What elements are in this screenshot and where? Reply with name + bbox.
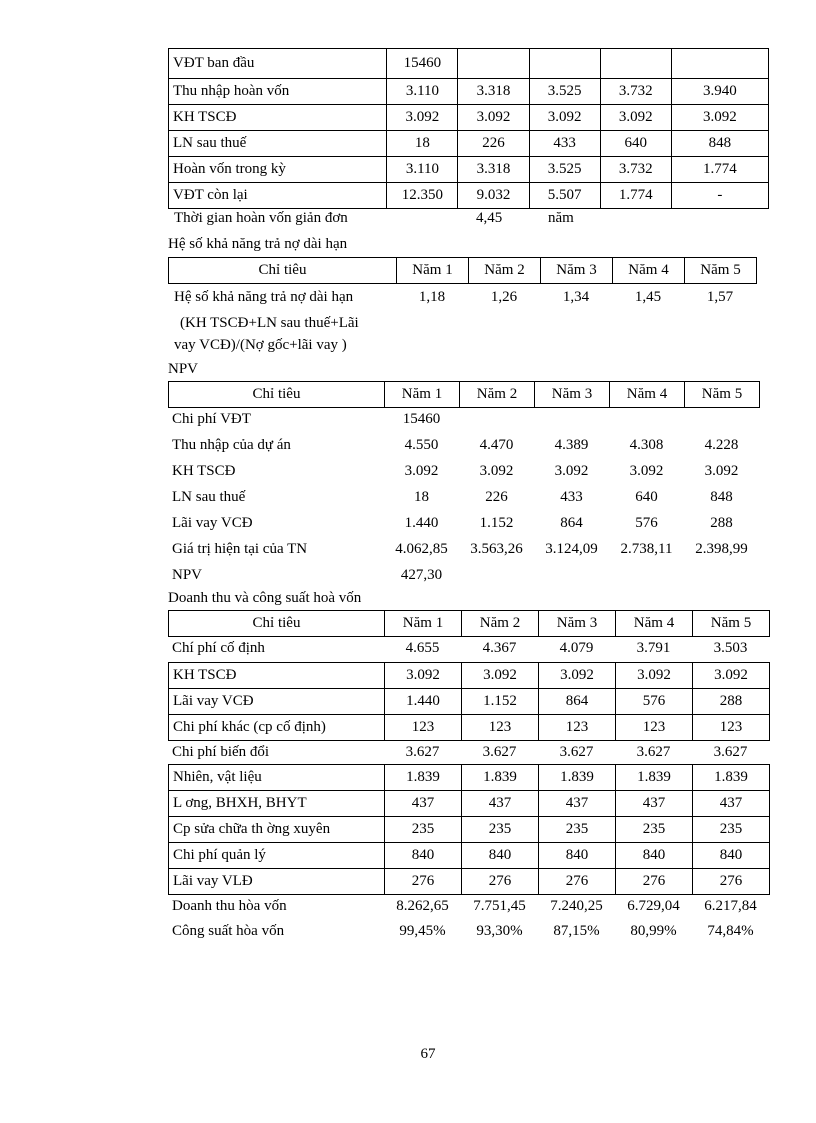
- cell: 1.152: [479, 514, 514, 531]
- cell: 123: [616, 715, 693, 741]
- row-label: L ơng, BHXH, BHYT: [169, 791, 385, 817]
- table-row: [168, 484, 759, 510]
- row-label: Chi phí biến đổi: [172, 744, 270, 760]
- section-title-debt-ratio: Hệ số khả năng trả nợ dài hạn: [168, 236, 348, 252]
- cell: 437: [616, 791, 693, 817]
- debt-ratio-value: 1,57: [706, 289, 734, 305]
- table-header-row: [169, 382, 760, 408]
- column-header: Năm 2: [460, 382, 535, 408]
- cell: 848: [671, 131, 768, 157]
- table-row: [168, 919, 769, 944]
- cell: 3.318: [458, 79, 529, 105]
- cell: 848: [710, 488, 733, 505]
- table-row: [168, 562, 759, 588]
- column-header: Năm 5: [685, 258, 757, 284]
- cell: [600, 49, 671, 79]
- table-row: [169, 765, 770, 791]
- cell: 276: [385, 869, 462, 895]
- cell: 427,30: [400, 566, 443, 583]
- cell: [609, 562, 684, 588]
- cell: 87,15%: [553, 923, 600, 939]
- cell: 3.563,26: [470, 540, 523, 557]
- row-label: KH TSCĐ: [172, 462, 236, 479]
- cell: [671, 49, 768, 79]
- row-label: VĐT ban đầu: [169, 49, 387, 79]
- cell: [458, 49, 529, 79]
- cell: 3.627: [636, 744, 671, 760]
- cell: [529, 49, 600, 79]
- cell: 3.732: [600, 79, 671, 105]
- payback-label: Thời gian hoàn vốn giản đơn: [174, 210, 348, 226]
- cell: 3.092: [629, 462, 664, 479]
- cell: 576: [616, 689, 693, 715]
- cell: 226: [458, 131, 529, 157]
- table-row: [169, 817, 770, 843]
- cell: 74,84%: [707, 923, 754, 939]
- cell: 864: [539, 689, 616, 715]
- table-row: [168, 536, 759, 562]
- cell: 123: [539, 715, 616, 741]
- cell: 3.940: [671, 79, 768, 105]
- column-header: Năm 3: [539, 611, 616, 637]
- cell: 3.092: [462, 663, 539, 689]
- table-row: [169, 183, 769, 209]
- table-row: [168, 406, 759, 432]
- cell: 840: [539, 843, 616, 869]
- cell: 3.110: [387, 157, 458, 183]
- table-row: [169, 843, 770, 869]
- row-label: NPV: [172, 566, 203, 583]
- cell: [459, 562, 534, 588]
- table-fixed-cost-items: [168, 662, 770, 741]
- row-label: Chi phí khác (cp cố định): [169, 715, 385, 741]
- column-header: Năm 2: [462, 611, 539, 637]
- cell: 3.627: [405, 744, 440, 760]
- cell: 15460: [387, 49, 458, 79]
- debt-ratio-value: 1,18: [418, 289, 446, 305]
- column-header: Chỉ tiêu: [169, 611, 385, 637]
- cell: 3.627: [713, 744, 748, 760]
- cell: 5.507: [529, 183, 600, 209]
- row-label: Chí phí cố định: [172, 640, 265, 656]
- cell: 3.092: [693, 663, 770, 689]
- cell: 15460: [402, 410, 441, 427]
- cell: 80,99%: [630, 923, 677, 939]
- column-header: Chỉ tiêu: [169, 258, 397, 284]
- table-row: [168, 636, 769, 661]
- column-header: Chỉ tiêu: [169, 382, 385, 408]
- cell: 4.470: [479, 436, 514, 453]
- cell: 3.092: [387, 105, 458, 131]
- cell: 276: [616, 869, 693, 895]
- cell: 1.774: [600, 183, 671, 209]
- cell: -: [671, 183, 768, 209]
- cell: 1.839: [462, 765, 539, 791]
- cell: 1.839: [616, 765, 693, 791]
- table-row: [168, 740, 769, 765]
- cell: [684, 406, 759, 432]
- payback-value: 4,45: [476, 210, 503, 226]
- row-label: KH TSCĐ: [169, 105, 387, 131]
- cell: 4.079: [559, 640, 594, 656]
- cell: 3.092: [529, 105, 600, 131]
- cell: 3.525: [529, 79, 600, 105]
- cell: 2.738,11: [620, 540, 673, 557]
- table-payback: [168, 48, 769, 209]
- cell: 8.262,65: [396, 898, 449, 914]
- cell: 3.791: [636, 640, 671, 656]
- debt-ratio-value: 1,34: [562, 289, 590, 305]
- cell: 3.092: [385, 663, 462, 689]
- cell: 99,45%: [399, 923, 446, 939]
- row-label: Lãi vay VCĐ: [169, 689, 385, 715]
- cell: 3.092: [671, 105, 768, 131]
- cell: 3.627: [482, 744, 517, 760]
- column-header: Năm 3: [535, 382, 610, 408]
- cell: 3.092: [616, 663, 693, 689]
- cell: [459, 406, 534, 432]
- cell: 3.732: [600, 157, 671, 183]
- cell: 18: [414, 488, 429, 505]
- row-label: Doanh thu hòa vốn: [172, 898, 287, 914]
- cell: 3.092: [458, 105, 529, 131]
- table-variable-cost-total: [168, 740, 769, 765]
- cell: 1.839: [385, 765, 462, 791]
- table-header-row: [169, 258, 757, 284]
- column-header: Năm 4: [616, 611, 693, 637]
- cell: 1.839: [693, 765, 770, 791]
- debt-ratio-formula: (KH TSCĐ+LN sau thuế+Lãi: [180, 315, 359, 331]
- cell: 276: [462, 869, 539, 895]
- cell: 840: [693, 843, 770, 869]
- table-row: [169, 715, 770, 741]
- cell: 235: [616, 817, 693, 843]
- row-label: Hoàn vốn trong kỳ: [169, 157, 387, 183]
- row-label: Lãi vay VCĐ: [172, 514, 253, 531]
- cell: 437: [539, 791, 616, 817]
- cell: 3.627: [559, 744, 594, 760]
- row-label: Thu nhập của dự án: [172, 436, 291, 453]
- cell: 276: [693, 869, 770, 895]
- cell: 3.092: [600, 105, 671, 131]
- cell: 3.092: [704, 462, 739, 479]
- table-row: [169, 49, 769, 79]
- cell: 3.318: [458, 157, 529, 183]
- cell: 433: [529, 131, 600, 157]
- cell: 226: [485, 488, 508, 505]
- debt-ratio-value: 1,26: [490, 289, 518, 305]
- row-label: Chi phí quản lý: [169, 843, 385, 869]
- table-row: [169, 105, 769, 131]
- table-row: [168, 432, 759, 458]
- row-label: LN sau thuế: [169, 131, 387, 157]
- column-header: Năm 4: [610, 382, 685, 408]
- table-row: [169, 869, 770, 895]
- cell: 1.440: [385, 689, 462, 715]
- cell: 123: [385, 715, 462, 741]
- row-label: LN sau thuế: [172, 488, 246, 505]
- row-label: Giá trị hiện tại của TN: [172, 540, 308, 557]
- column-header: Năm 5: [685, 382, 760, 408]
- table-debt-ratio-header: [168, 257, 757, 284]
- table-header-row: [169, 611, 770, 637]
- cell: 576: [635, 514, 658, 531]
- cell: 1.774: [671, 157, 768, 183]
- table-row: [168, 510, 759, 536]
- cell: 4.550: [404, 436, 439, 453]
- column-header: Năm 5: [693, 611, 770, 637]
- cell: [684, 562, 759, 588]
- row-label: KH TSCĐ: [169, 663, 385, 689]
- debt-ratio-label: Hệ số khả năng trả nợ dài hạn: [174, 289, 354, 305]
- cell: 4.228: [704, 436, 739, 453]
- cell: 437: [462, 791, 539, 817]
- section-title-breakeven: Doanh thu và công suất hoà vốn: [168, 590, 362, 606]
- cell: 840: [616, 843, 693, 869]
- cell: 7.751,45: [473, 898, 526, 914]
- table-variable-cost-items: [168, 764, 770, 895]
- column-header: Năm 1: [385, 611, 462, 637]
- cell: 3.092: [479, 462, 514, 479]
- row-label: Công suất hòa vốn: [172, 923, 285, 939]
- cell: 288: [693, 689, 770, 715]
- cell: 6.217,84: [704, 898, 757, 914]
- cell: 840: [385, 843, 462, 869]
- section-title-npv: NPV: [168, 361, 199, 377]
- table-row: [169, 157, 769, 183]
- debt-ratio-value: 1,45: [634, 289, 662, 305]
- cell: 2.398,99: [695, 540, 748, 557]
- table-npv-header: [168, 381, 760, 408]
- cell: 864: [560, 514, 583, 531]
- cell: 235: [462, 817, 539, 843]
- cell: 4.655: [405, 640, 440, 656]
- cell: 1.440: [404, 514, 439, 531]
- column-header: Năm 3: [541, 258, 613, 284]
- cell: [534, 406, 609, 432]
- cell: [534, 562, 609, 588]
- cell: 3.092: [554, 462, 589, 479]
- table-row: [169, 689, 770, 715]
- cell: 93,30%: [476, 923, 523, 939]
- row-label: Cp sửa chữa th ờng xuyên: [169, 817, 385, 843]
- table-breakeven-header: [168, 610, 770, 637]
- cell: 3.110: [387, 79, 458, 105]
- cell: 18: [387, 131, 458, 157]
- cell: 1.839: [539, 765, 616, 791]
- cell: 640: [600, 131, 671, 157]
- cell: 276: [539, 869, 616, 895]
- cell: 235: [539, 817, 616, 843]
- column-header: Năm 2: [469, 258, 541, 284]
- column-header: Năm 1: [397, 258, 469, 284]
- cell: 4.367: [482, 640, 517, 656]
- table-row: [169, 79, 769, 105]
- cell: 3.092: [539, 663, 616, 689]
- row-label: VĐT còn lại: [169, 183, 387, 209]
- row-label: Chi phí VĐT: [172, 410, 251, 427]
- row-label: Thu nhập hoàn vốn: [169, 79, 387, 105]
- cell: 7.240,25: [550, 898, 603, 914]
- table-row: [169, 663, 770, 689]
- cell: 9.032: [458, 183, 529, 209]
- cell: 437: [693, 791, 770, 817]
- cell: 3.503: [713, 640, 748, 656]
- cell: 840: [462, 843, 539, 869]
- cell: 235: [385, 817, 462, 843]
- table-breakeven-results: [168, 894, 769, 944]
- cell: 1.152: [462, 689, 539, 715]
- table-npv-body: [168, 406, 759, 588]
- cell: 4.389: [554, 436, 589, 453]
- row-label: Nhiên, vật liệu: [169, 765, 385, 791]
- debt-ratio-formula: vay VCĐ)/(Nợ gốc+lãi vay ): [174, 337, 347, 353]
- cell: 12.350: [387, 183, 458, 209]
- page-number: 67: [420, 1046, 436, 1062]
- cell: 4.062,85: [395, 540, 448, 557]
- cell: 235: [693, 817, 770, 843]
- column-header: Năm 1: [385, 382, 460, 408]
- cell: 4.308: [629, 436, 664, 453]
- table-fixed-cost-total: [168, 636, 769, 661]
- cell: 640: [635, 488, 658, 505]
- cell: 3.124,09: [545, 540, 598, 557]
- table-row: [169, 791, 770, 817]
- column-header: Năm 4: [613, 258, 685, 284]
- table-row: [168, 458, 759, 484]
- payback-unit: năm: [548, 210, 574, 226]
- cell: 433: [560, 488, 583, 505]
- cell: 3.525: [529, 157, 600, 183]
- cell: 3.092: [404, 462, 439, 479]
- table-row: [169, 131, 769, 157]
- table-row: [168, 894, 769, 919]
- cell: 123: [693, 715, 770, 741]
- cell: 6.729,04: [627, 898, 680, 914]
- cell: 437: [385, 791, 462, 817]
- row-label: Lãi vay VLĐ: [169, 869, 385, 895]
- cell: 123: [462, 715, 539, 741]
- cell: 288: [710, 514, 733, 531]
- cell: [609, 406, 684, 432]
